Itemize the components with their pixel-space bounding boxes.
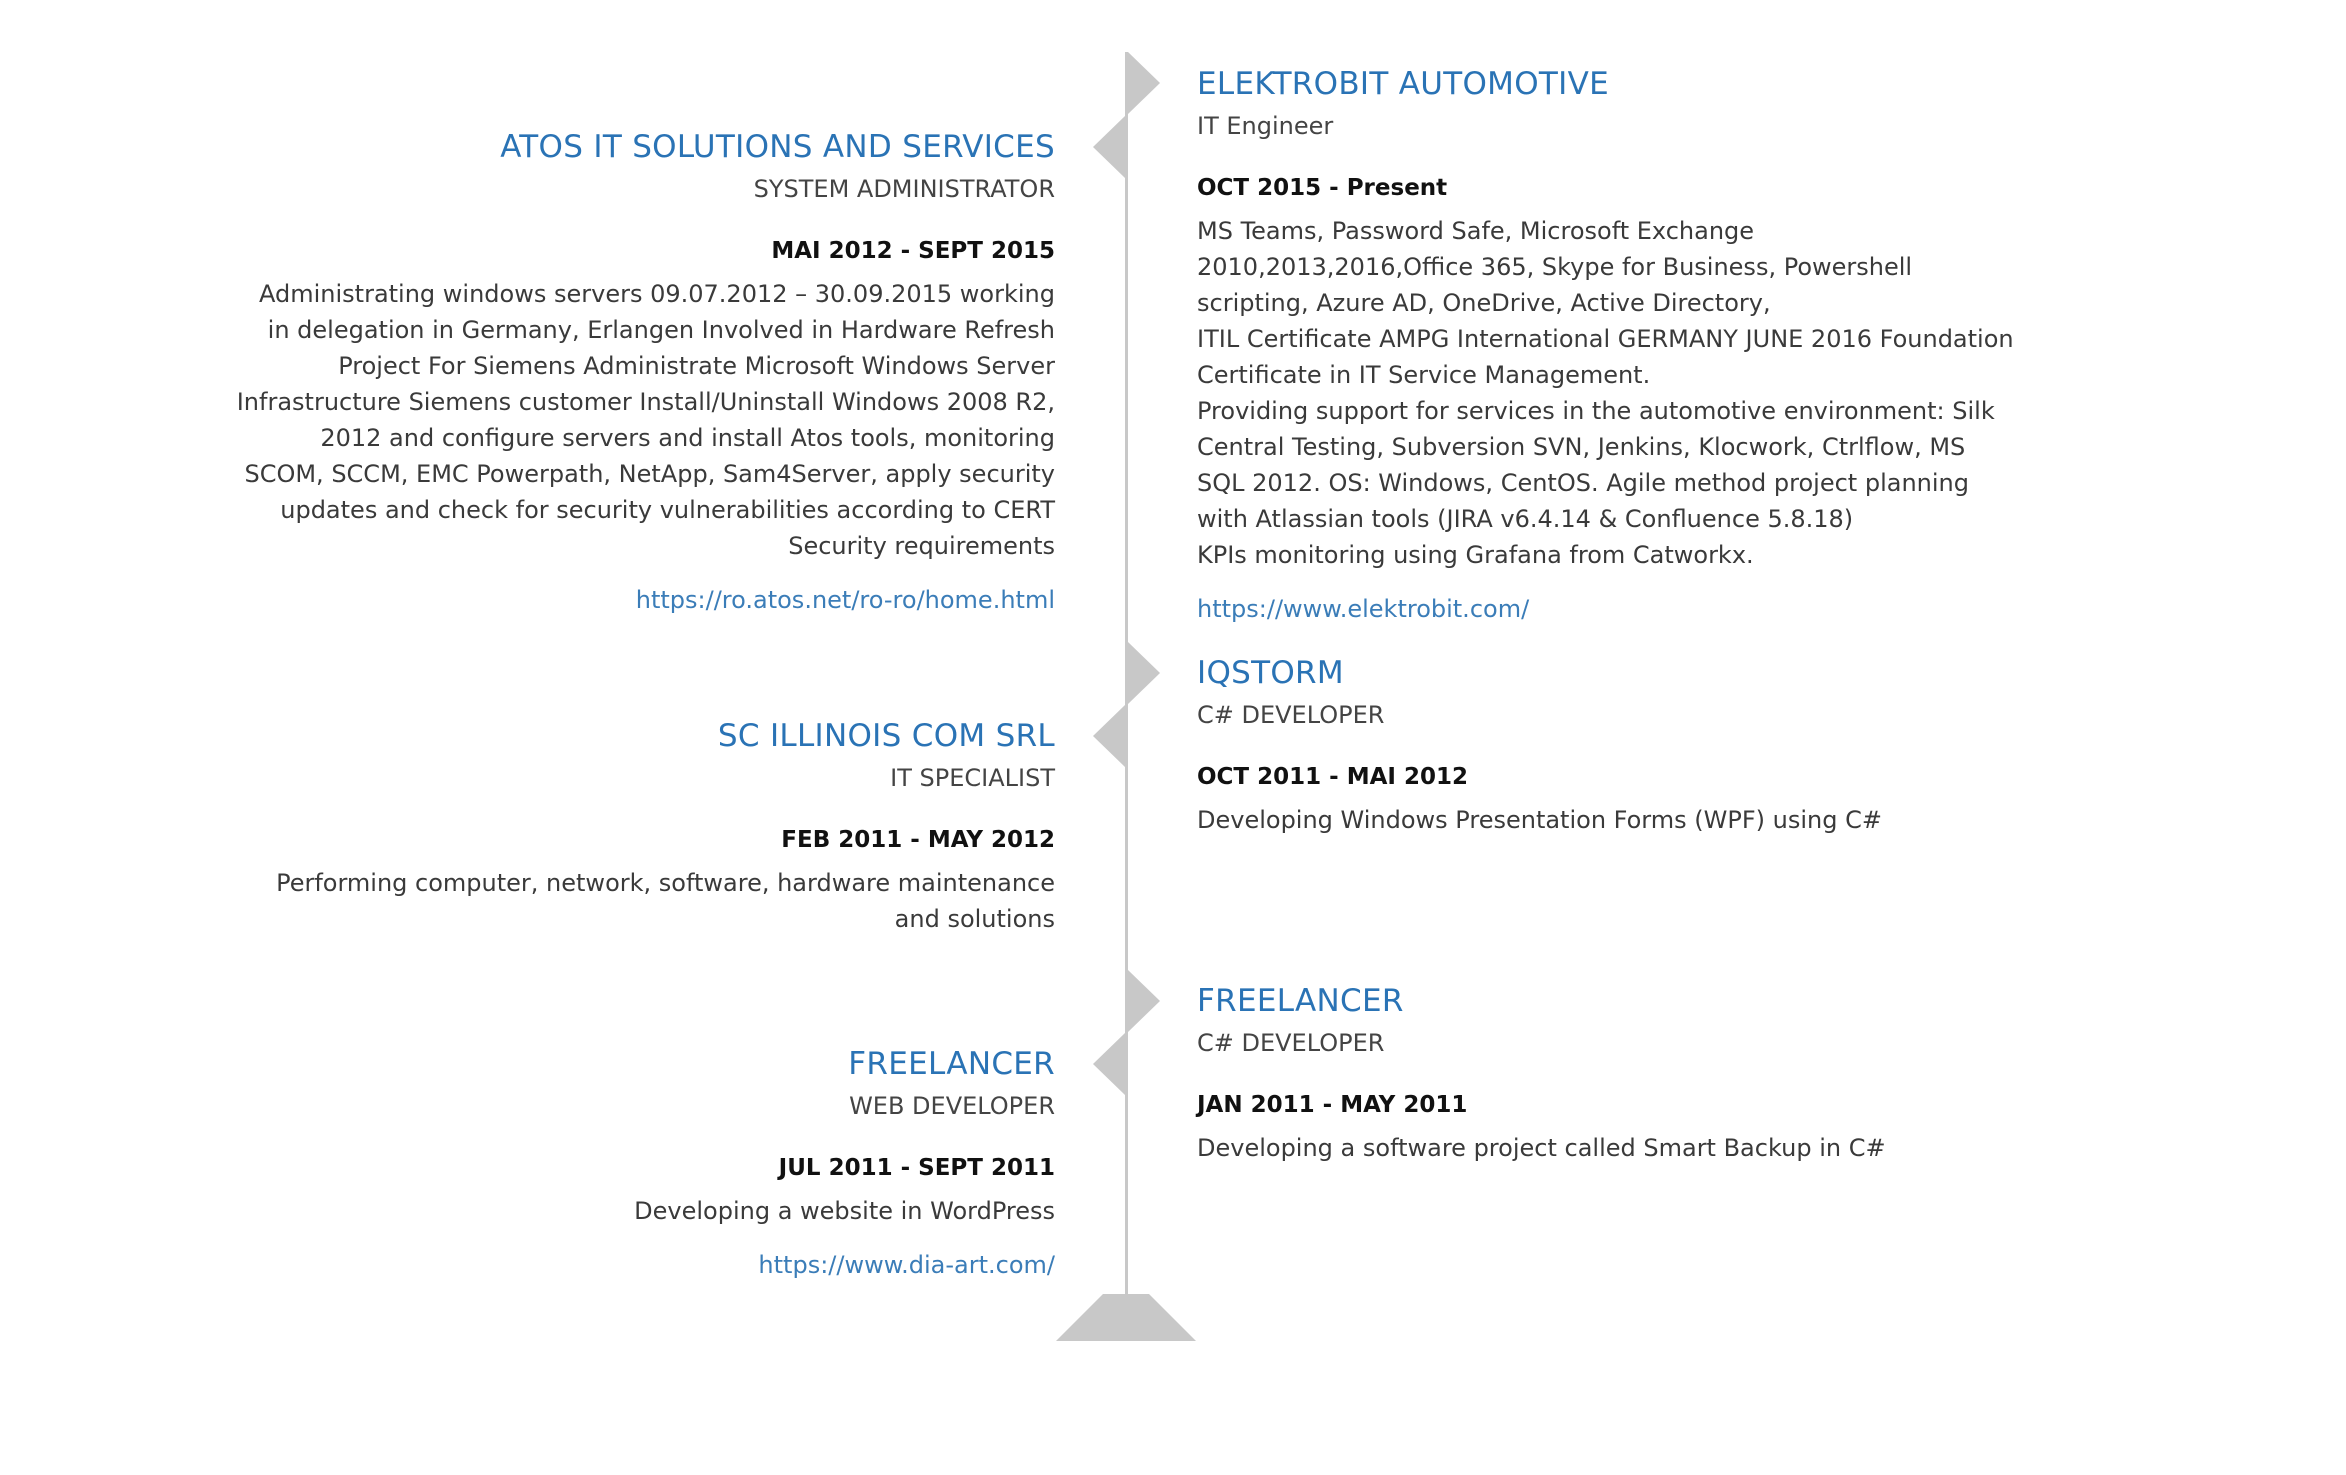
company-title: SC ILLINOIS COM SRL xyxy=(717,718,1055,754)
job-role: C# DEVELOPER xyxy=(1197,1029,1385,1057)
job-description xyxy=(1197,213,2017,573)
job-role: C# DEVELOPER xyxy=(1197,701,1385,729)
date-range: OCT 2011 - MAI 2012 xyxy=(1197,764,1468,790)
description-line: Providing support for services in the automotive environment: Silk Central Testing, Subversion SVN, Jenkins, Klocwork, Ctrlflow, MS SQL 2012. OS: Windows, CentOS. Agile method project planning with Atlassian tools (JIRA v6.4.14 & Confluence 5.8.18) xyxy=(1197,397,1995,533)
date-range: JAN 2011 - MAY 2011 xyxy=(1197,1092,1468,1118)
timeline-marker-left xyxy=(1093,116,1125,178)
date-range: OCT 2015 - Present xyxy=(1197,175,1448,201)
timeline-marker-left xyxy=(1093,705,1125,767)
job-role: IT SPECIALIST xyxy=(890,764,1055,792)
company-title: FREELANCER xyxy=(848,1046,1055,1082)
description-line: ITIL Certificate AMPG International GERMANY JUNE 2016 Foundation Certificate in IT Service Management. xyxy=(1197,325,2014,389)
timeline-marker-left xyxy=(1093,1033,1125,1095)
timeline-entry-freelancer-web xyxy=(235,1043,1055,1283)
timeline-entry-freelancer-csharp xyxy=(1197,980,2017,1166)
timeline-entry-iqstorm xyxy=(1197,652,2017,838)
date-range: JUL 2011 - SEPT 2011 xyxy=(778,1155,1055,1181)
timeline-marker-right xyxy=(1128,642,1160,704)
date-range: FEB 2011 - MAY 2012 xyxy=(781,827,1055,853)
date-range: MAI 2012 - SEPT 2015 xyxy=(771,238,1055,264)
job-role: SYSTEM ADMINISTRATOR xyxy=(753,175,1055,203)
company-title: IQSTORM xyxy=(1197,655,1344,691)
company-title: ELEKTROBIT AUTOMOTIVE xyxy=(1197,66,1609,102)
timeline-base xyxy=(1056,1294,1196,1341)
description-line: KPIs monitoring using Grafana from Catworkx. xyxy=(1197,541,1754,569)
timeline-entry-atos xyxy=(235,126,1055,618)
timeline-marker-right xyxy=(1128,52,1160,114)
company-link[interactable]: https://www.dia-art.com/ xyxy=(758,1251,1055,1279)
job-description: Administrating windows servers 09.07.2012 – 30.09.2015 working in delegation in Germany, Erlangen Involved in Hardware Refresh Project For Siemens Administrate Microsoft Windows Server Infrastructure Siemens customer Install/Uninstall Windows 2008 R2, 2012 and configure servers and install Atos tools, monitoring SCOM, SCCM, EMC Powerpath, NetApp, Sam4Server, apply security updates and check for security vulnerabilities according to CERT Security requirements xyxy=(236,280,1055,560)
job-description: Developing a software project called Smart Backup in C# xyxy=(1197,1134,1886,1162)
company-title: FREELANCER xyxy=(1197,983,1404,1019)
timeline-entry-elektrobit xyxy=(1197,63,2017,627)
job-role: WEB DEVELOPER xyxy=(849,1092,1055,1120)
timeline-marker-right xyxy=(1128,970,1160,1032)
job-role: IT Engineer xyxy=(1197,112,1334,140)
job-description: Developing a website in WordPress xyxy=(634,1197,1055,1225)
company-link[interactable]: https://www.elektrobit.com/ xyxy=(1197,595,1530,623)
description-line: MS Teams, Password Safe, Microsoft Exchange 2010,2013,2016,Office 365, Skype for Business, Powershell scripting, Azure AD, OneDrive, Active Directory, xyxy=(1197,217,1913,317)
company-title: ATOS IT SOLUTIONS AND SERVICES xyxy=(500,129,1055,165)
job-description: Performing computer, network, software, hardware maintenance and solutions xyxy=(276,869,1055,933)
job-description: Developing Windows Presentation Forms (WPF) using C# xyxy=(1197,806,1882,834)
timeline-entry-illinois xyxy=(235,715,1055,937)
company-link[interactable]: https://ro.atos.net/ro-ro/home.html xyxy=(635,586,1055,614)
